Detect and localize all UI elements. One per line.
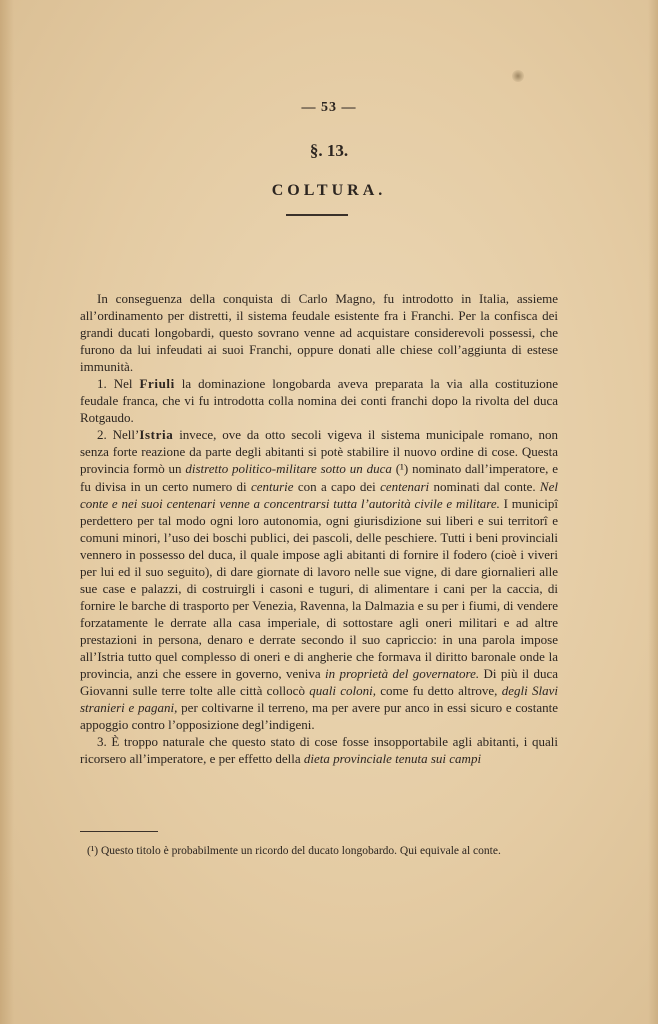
paragraph-text: come fu detto altrove, [375, 683, 502, 699]
emphasis-text: degli Slavi stranieri e pagani, [80, 683, 558, 716]
emphasis-text: quali coloni, [309, 683, 376, 699]
paragraph-text: con a capo dei [293, 478, 381, 494]
place-name-istria: Istria [139, 427, 174, 443]
paragraph-dieta [80, 733, 558, 767]
footnote-rule [80, 831, 158, 832]
paragraph-text: 2. Nell’ [97, 427, 140, 443]
chapter-title: COLTURA. [271, 182, 387, 199]
paragraph-text: (¹) nominato dall’imperatore, e fu divisa in un certo numero di [80, 461, 559, 494]
paragraph-text: 1. Nel [97, 376, 140, 392]
emphasis-text: centenari [380, 478, 430, 494]
paper-stain [512, 70, 524, 82]
section-number: §. 13. [309, 141, 349, 160]
paragraph-text: I municipî perdettero per tal modo ogni loro autonomia, ogni giurisdizione sui liberi e sui territorî e comuni minori, l’uso dei boschi publici, dei pascoli, delle peschiere. Tutti i beni provinciali vennero in possesso del duca, il quale impose agli abitanti di fornire il fodero (cioè i viveri per lui ed il suo seguito), di dare giornate di lavoro nelle sue vigne, di dare giornalieri alle sue case e palazzi, di costruirgli i casoni e tuguri, di alimentare i cani per la caccia, di fornire le barche di trasporto per Venezia, Ravenna, la Dalmazia e su per i fiumi, di vendere forzatamente le derrate alla casa imperiale, di sottostare agli oneri militari e ad altre prestazioni in persona, denaro e derrate secondo il suo capriccio: in una parola impose all’Istria tutto quel complesso di oneri e di angherie che formava il diritto baronale onde la provincia, anzi che essere in governo, veniva [80, 495, 559, 682]
paragraph-text: nominati dal conte. [429, 478, 540, 494]
body-text [80, 290, 558, 767]
paragraph-text: la dominazione longobarda aveva preparata la via alla costituzione feudale franca, che vi fu introdotta colla nomina dei conti franchi dopo la rivolta del duca Rotgaudo. [80, 376, 558, 426]
emphasis-text: centurie [250, 478, 294, 494]
paragraph-istria [80, 426, 558, 733]
paragraph-intro: In conseguenza della conquista di Carlo Magno, fu introdotto in Italia, assieme all’ordinamento per distretti, il sistema feudale esistente fra i Franchi. Per la confisca dei grandi ducati longobardi, questo sovrano venne ad acquistare considerevoli possessi, che furono da lui infeudati ai suoi Franchi, oppure donati alle chiese coll’aggiunta di estese immunità. [80, 291, 558, 375]
paragraph-text: invece, ove da otto secoli vigeva il sistema municipale romano, non senza forte reazione da parte degli abitanti si potè stabilire il nuovo ordine di cose. Questa provincia formò un [80, 427, 558, 477]
page-number: — 53 — [301, 100, 357, 115]
paragraph-text: 3. È troppo naturale che questo stato di cose fosse insopportabile agli abitanti, i quali ricorsero all’imperatore, e per effetto della [80, 734, 558, 767]
footnote: (¹) Questo titolo è probabilmente un ricordo del ducato longobardo. Qui equivale al conte. [87, 845, 501, 857]
emphasis-text: distretto politico-militare sotto un duca [185, 461, 392, 477]
emphasis-text: Nel conte e nei suoi centenari venne a concentrarsi tutta l’autorità civile e militare. [80, 478, 558, 511]
emphasis-text: dieta provinciale tenuta sui campi [303, 751, 482, 767]
paragraph-text: per coltivarne il terreno, ma per avere pur anco in essi sicuro e costante appoggio contro l’opposizione degl’indigeni. [80, 700, 558, 733]
title-rule [286, 214, 348, 216]
paragraph-friuli [80, 375, 558, 426]
paragraph-text: Di più il duca Giovanni sulle terre tolte alle città collocò [80, 666, 558, 699]
emphasis-text: in proprietà del governatore. [325, 666, 480, 682]
place-name-friuli: Friuli [139, 376, 175, 392]
